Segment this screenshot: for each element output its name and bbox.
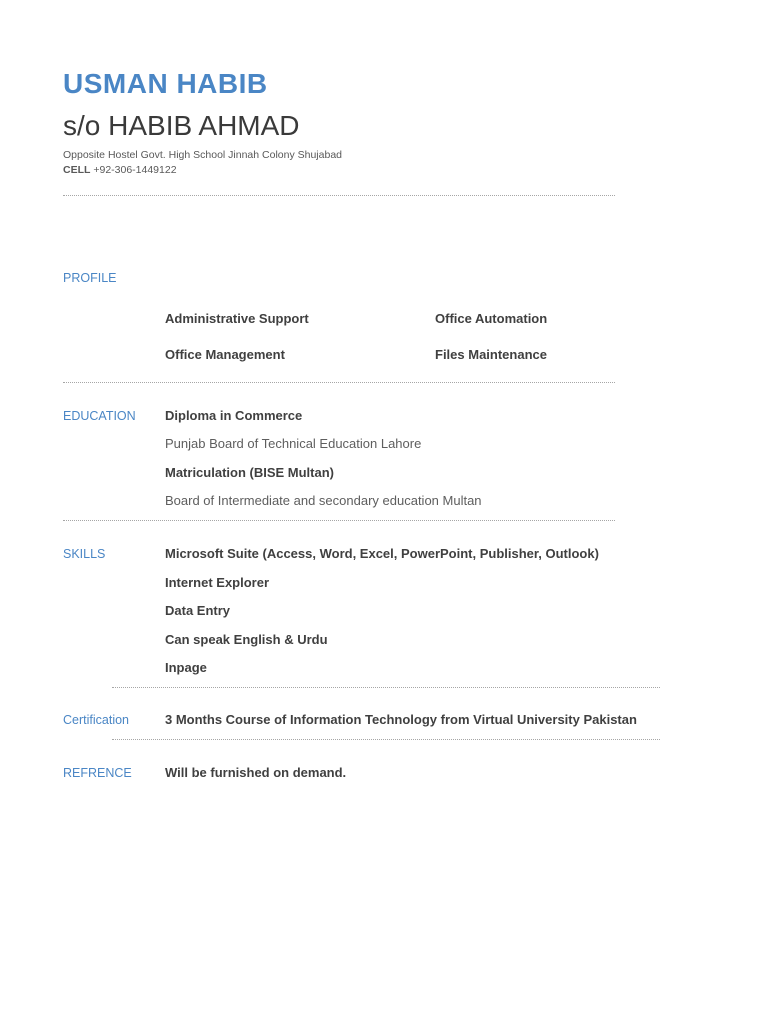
skill-item: Data Entry <box>165 603 231 618</box>
cell-number: +92-306-1449122 <box>93 164 177 176</box>
profile-item: Administrative Support <box>165 311 309 326</box>
skill-item: Can speak English & Urdu <box>165 632 328 647</box>
education-label: EDUCATION <box>63 409 136 423</box>
education-divider <box>63 520 615 521</box>
education-title: Diploma in Commerce <box>165 408 303 423</box>
certification-label: Certification <box>63 713 129 727</box>
cell-line <box>63 164 177 176</box>
reference-label: REFRENCE <box>63 766 132 780</box>
education-institution: Board of Intermediate and secondary education Multan <box>165 493 482 508</box>
education-institution: Punjab Board of Technical Education Lahore <box>165 436 422 451</box>
skills-divider <box>112 687 660 688</box>
profile-item: Files Maintenance <box>435 347 547 362</box>
skill-item: Microsoft Suite (Access, Word, Excel, PowerPoint, Publisher, Outlook) <box>165 546 599 561</box>
profile-label: PROFILE <box>63 271 117 285</box>
profile-item: Office Automation <box>435 311 548 326</box>
skill-item: Internet Explorer <box>165 575 270 590</box>
reference-text: Will be furnished on demand. <box>165 765 347 780</box>
cell-label: CELL <box>63 164 91 176</box>
certification-divider <box>112 739 660 740</box>
candidate-name: USMAN HABIB <box>63 68 268 99</box>
father-name: s/o HABIB AHMAD <box>63 110 300 141</box>
skill-item: Inpage <box>165 660 207 675</box>
certification-text: 3 Months Course of Information Technology from Virtual University Pakistan <box>165 712 637 727</box>
profile-divider <box>63 382 615 383</box>
education-title: Matriculation (BISE Multan) <box>165 465 334 480</box>
address: Opposite Hostel Govt. High School Jinnah Colony Shujabad <box>63 149 342 161</box>
skills-label: SKILLS <box>63 547 106 561</box>
header-divider <box>63 195 615 196</box>
profile-item: Office Management <box>165 347 285 362</box>
